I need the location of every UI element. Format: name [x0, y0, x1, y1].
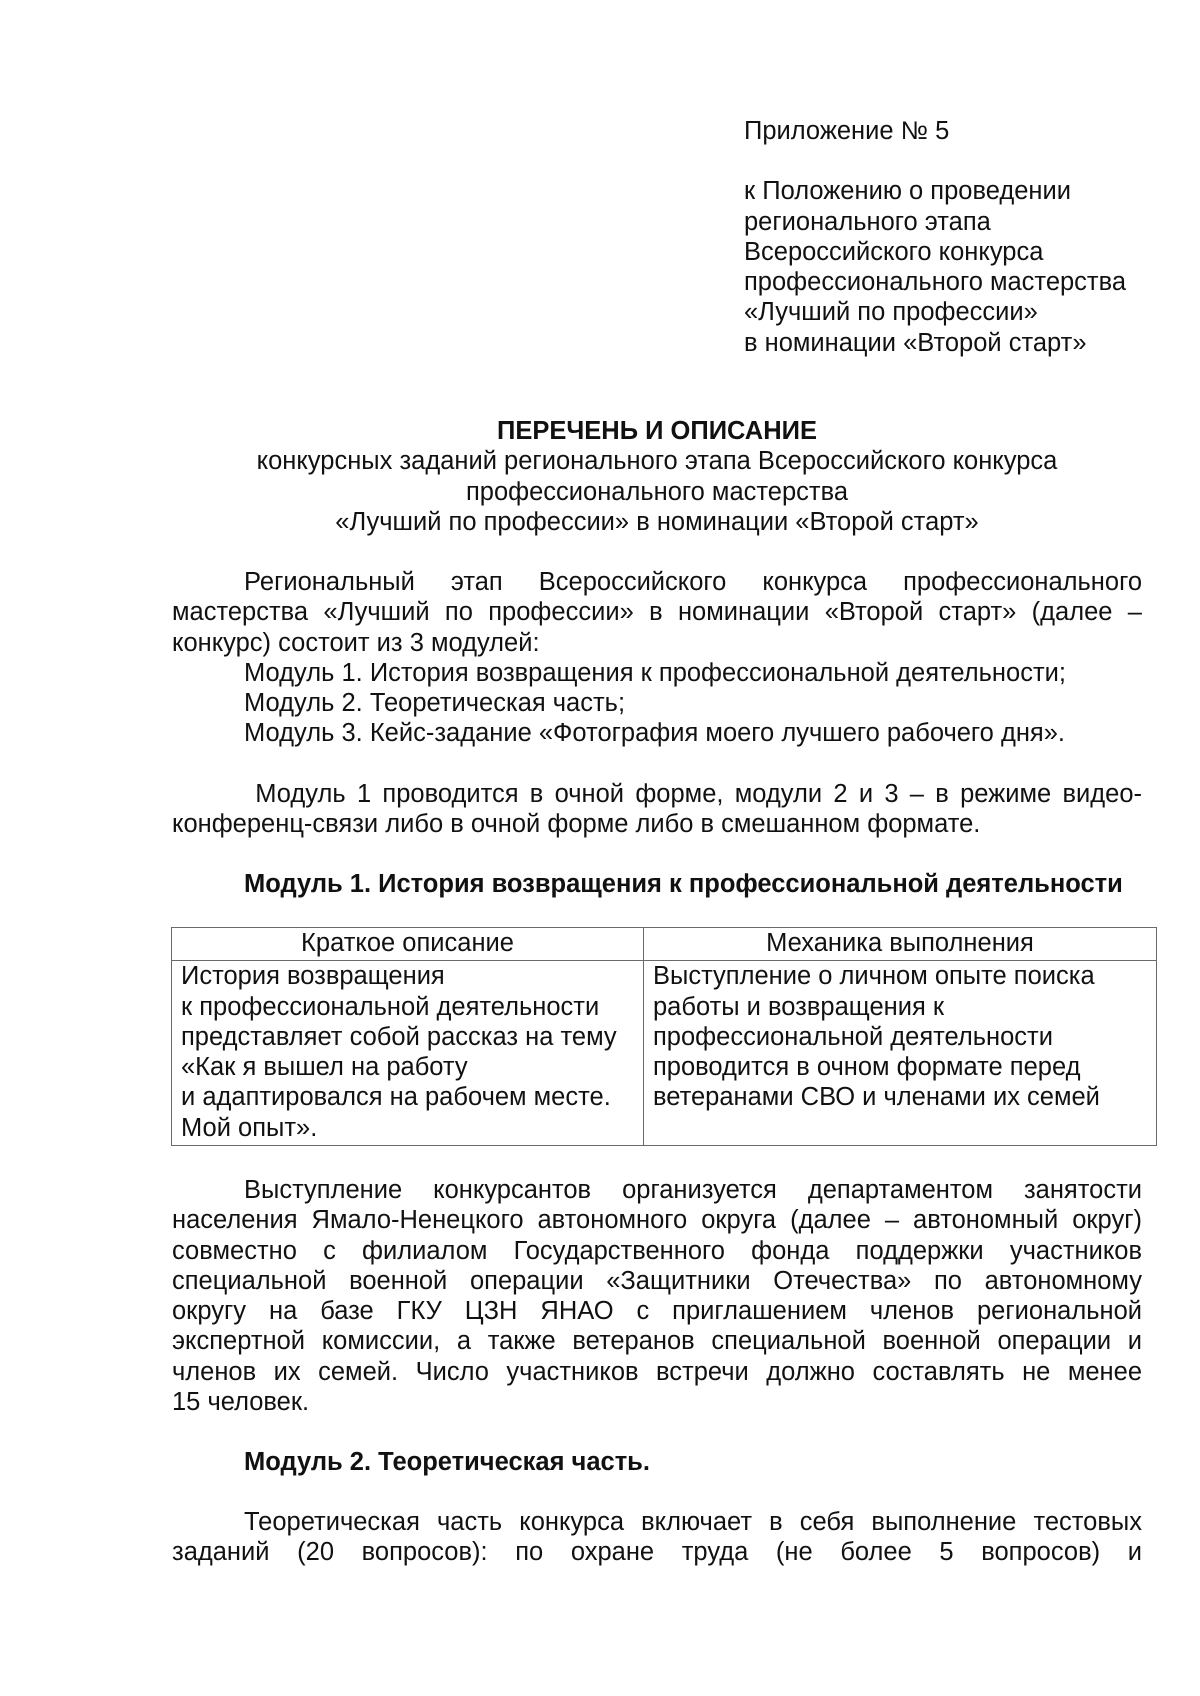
module1-after-paragraph	[172, 1175, 1142, 1417]
cell-line: и адаптировался на рабочем месте.	[181, 1083, 611, 1112]
appendix-line: к Положению о проведении	[744, 177, 1071, 206]
paragraph-line: населения Ямало-Ненецкого автономного округа (далее – автономный округ)	[172, 1206, 1142, 1235]
paragraph-line: специальной военной операции «Защитники Отечества» по автономному	[172, 1266, 1142, 1295]
paragraph-line: экспертной комиссии, а также ветеранов специальной военной операции и	[172, 1327, 1142, 1356]
paragraph-line: 15 человек.	[172, 1388, 310, 1417]
cell-line: к профессиональной деятельности	[181, 992, 600, 1021]
table-cell-description	[172, 961, 644, 1146]
cell-line: Мой опыт».	[181, 1113, 318, 1142]
intro-line: конкурс) состоит из 3 модулей:	[172, 628, 540, 657]
cell-line: представляет собой рассказ на тему	[181, 1022, 617, 1051]
intro-paragraph	[172, 567, 1142, 749]
module2-heading: Модуль 2. Теоретическая часть.	[244, 1448, 650, 1476]
heading-line: профессионального мастерства	[465, 477, 849, 506]
appendix-reference	[744, 116, 1164, 358]
module2-paragraph	[172, 1507, 1142, 1568]
paragraph-line: заданий (20 вопросов): по охране труда (не более 5 вопросов) и	[172, 1538, 1142, 1567]
module2-heading-block	[172, 1447, 1142, 1477]
cell-line: проводится в очном формате перед	[653, 1053, 1081, 1082]
heading-line: «Лучший по профессии» в номинации «Второй старт»	[335, 507, 979, 536]
intro-line: Региональный этап Всероссийского конкурса профессионального	[244, 568, 1142, 596]
table-header-cell: Краткое описание	[172, 928, 644, 961]
appendix-line: профессионального мастерства	[744, 268, 1127, 297]
module1-heading: Модуль 1. История возвращения к профессиональной деятельности	[244, 870, 1123, 898]
appendix-line: регионального этапа	[744, 207, 991, 236]
cell-line: профессиональной деятельности	[653, 1022, 1053, 1051]
format-line: Модуль 1 проводится в очной форме, модули 2 и 3 – в режиме видео-	[244, 780, 1142, 808]
format-line: конференц-связи либо в очной форме либо в смешанном формате.	[172, 810, 981, 839]
module1-heading-block	[172, 869, 1142, 899]
appendix-line: в номинации «Второй старт»	[744, 328, 1087, 357]
format-paragraph	[172, 779, 1142, 840]
cell-line: История возвращения	[181, 962, 445, 991]
cell-line: ветеранами СВО и членами их семей	[653, 1083, 1100, 1112]
table-header-row	[172, 928, 1157, 961]
paragraph-line: округу на базе ГКУ ЦЗН ЯНАО с приглашением членов региональной	[172, 1297, 1142, 1326]
cell-line: работы и возвращения к	[653, 992, 945, 1021]
cell-line: «Как я вышел на работу	[181, 1053, 468, 1082]
module1-table	[171, 927, 1157, 1146]
table-header-cell: Механика выполнения	[644, 928, 1157, 961]
appendix-line: Всероссийского конкурса	[744, 237, 1044, 266]
module-list-item: Модуль 2. Теоретическая часть;	[244, 689, 626, 718]
document-title: ПЕРЕЧЕНЬ И ОПИСАНИЕ	[497, 417, 817, 445]
cell-line: Выступление о личном опыте поиска	[653, 962, 1095, 991]
paragraph-line: совместно с филиалом Государственного фонда поддержки участников	[172, 1236, 1142, 1265]
table-row	[172, 961, 1157, 1146]
heading-line: конкурсных заданий регионального этапа Всероссийского конкурса	[256, 447, 1058, 476]
module-list-item: Модуль 3. Кейс-задание «Фотография моего лучшего рабочего дня».	[244, 719, 1065, 748]
paragraph-line: членов их семей. Число участников встречи должно составлять не менее	[172, 1357, 1142, 1386]
document-heading	[172, 416, 1142, 537]
appendix-title: Приложение № 5	[744, 117, 950, 145]
module1-table-wrap	[171, 927, 1161, 1146]
intro-line: мастерства «Лучший по профессии» в номинации «Второй старт» (далее –	[172, 598, 1142, 627]
module-list-item: Модуль 1. История возвращения к профессиональной деятельности;	[244, 658, 1066, 687]
paragraph-line: Теоретическая часть конкурса включает в себя выполнение тестовых	[244, 1508, 1142, 1536]
paragraph-line: Выступление конкурсантов организуется департаментом занятости	[244, 1176, 1142, 1204]
appendix-line: «Лучший по профессии»	[744, 298, 1038, 327]
table-cell-mechanics	[644, 961, 1157, 1146]
